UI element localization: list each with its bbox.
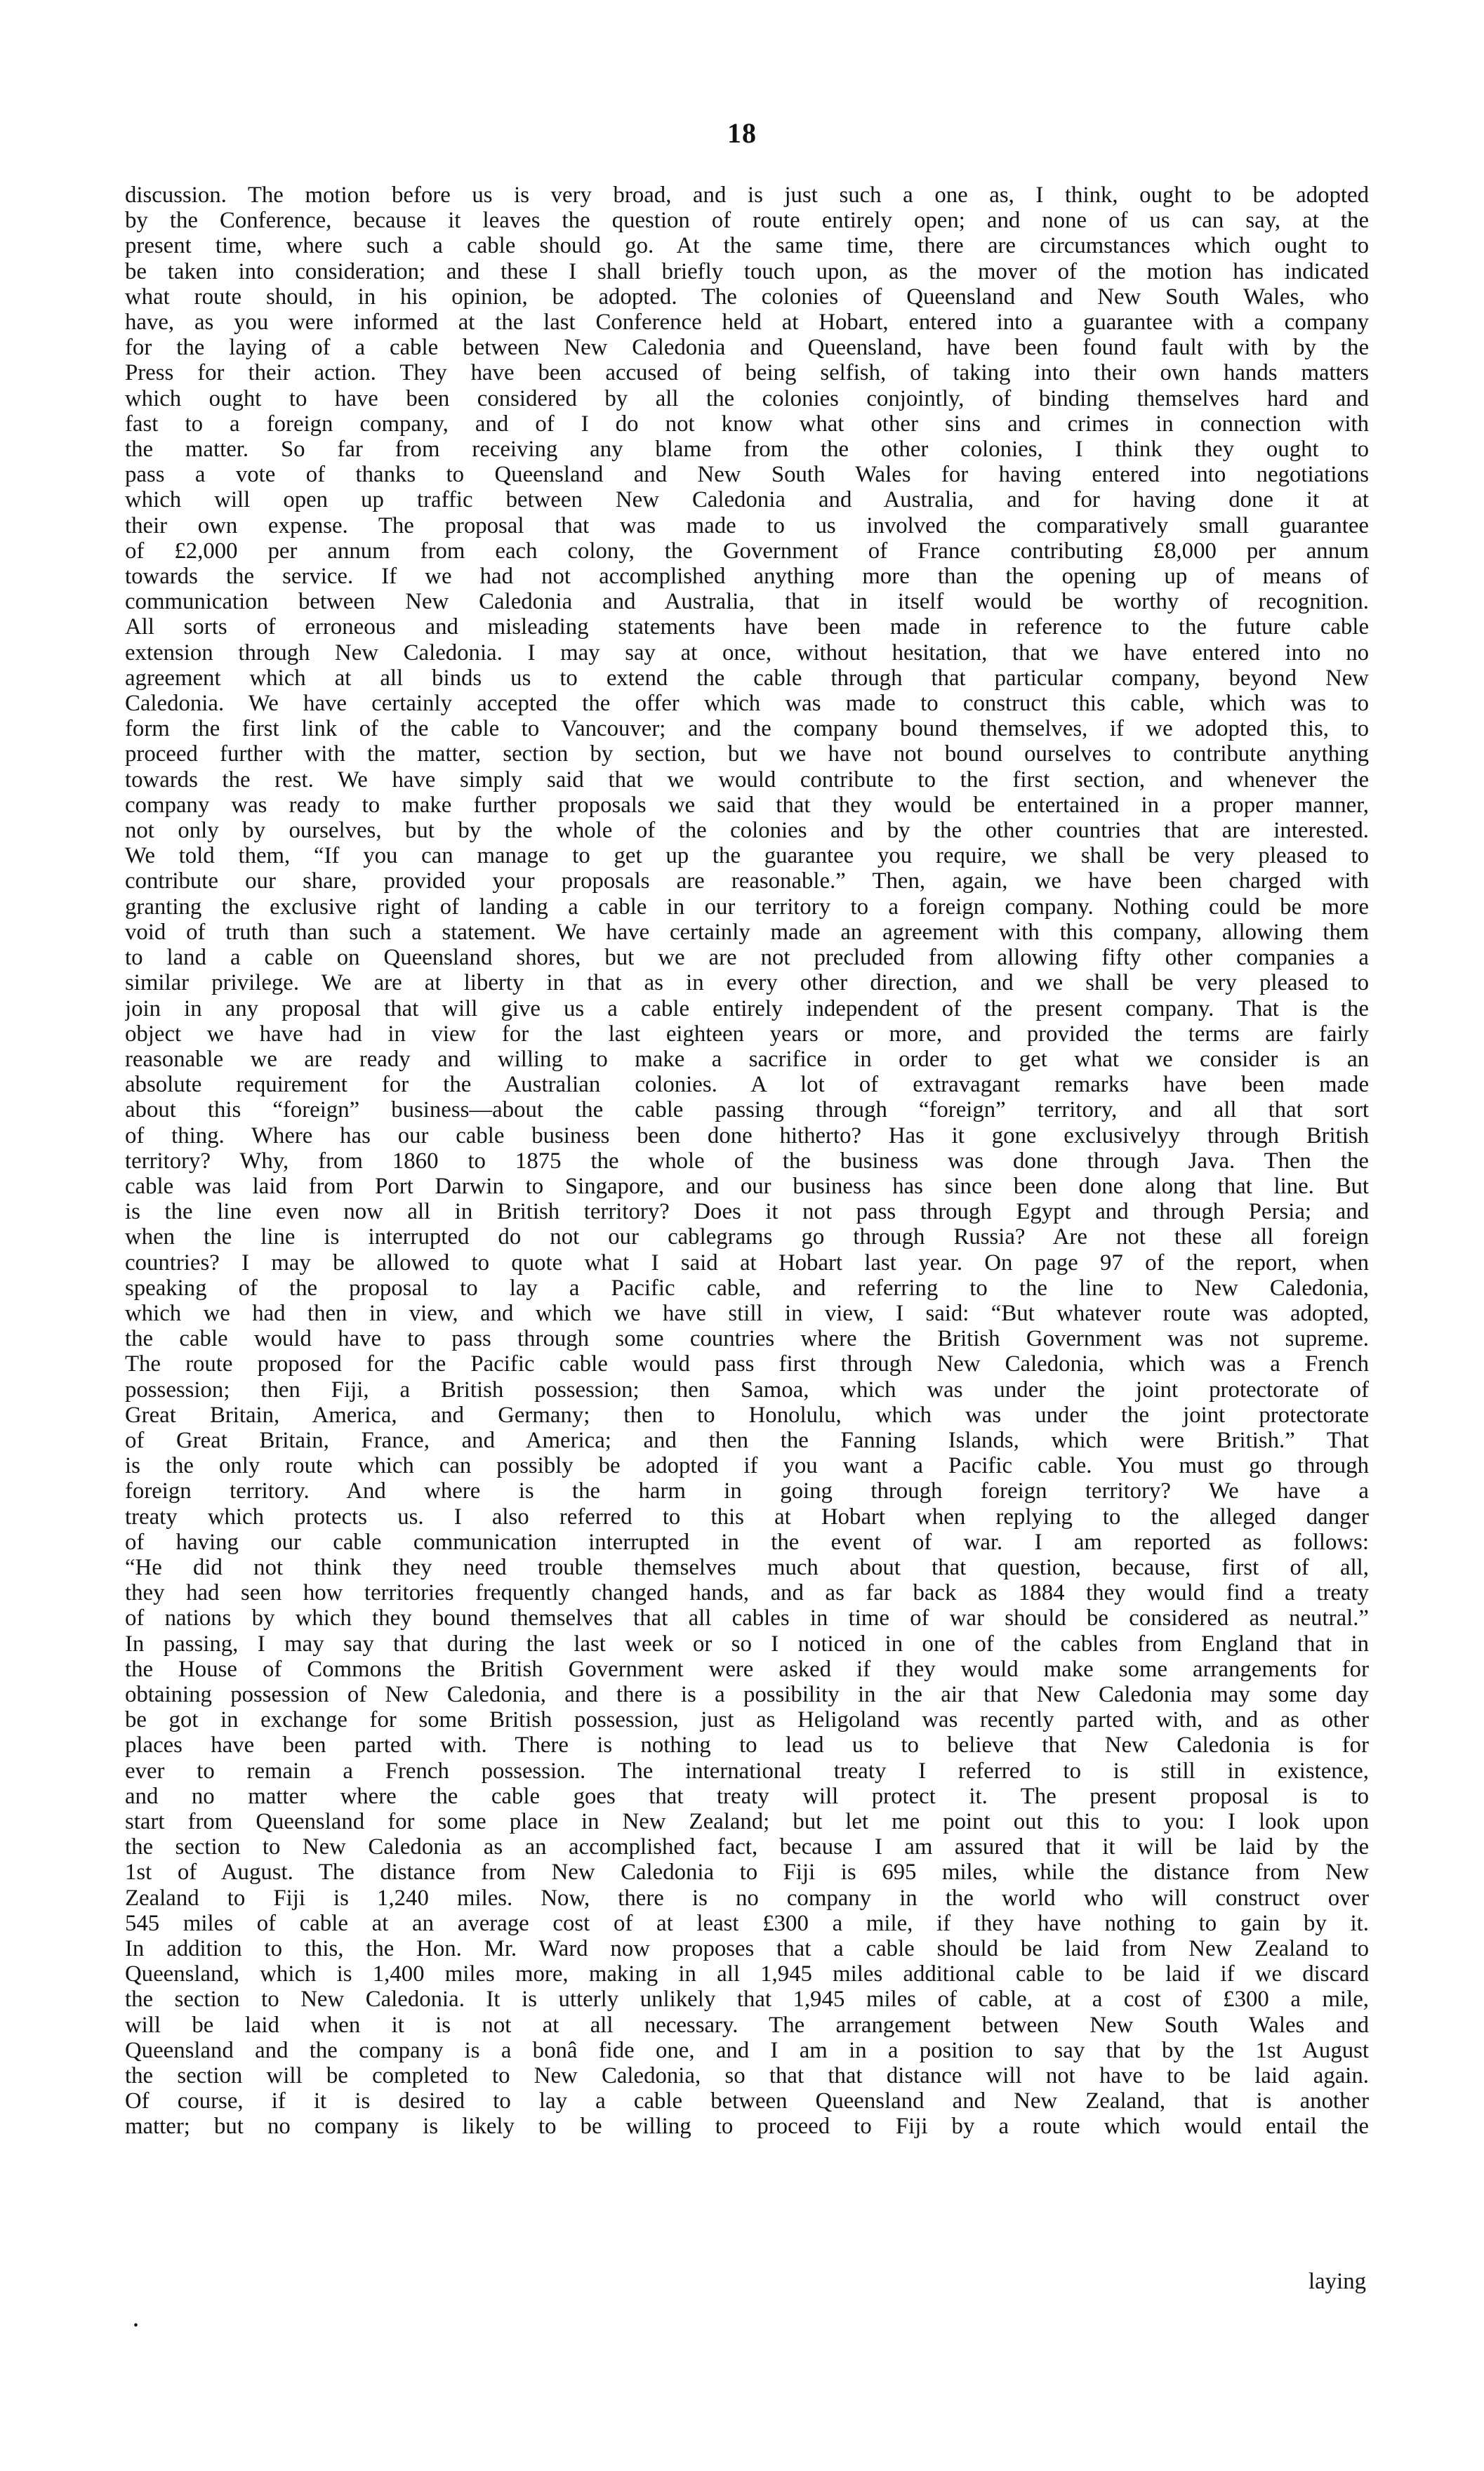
text-line: similar privilege. We are at liberty in that as in every other direction, and we shall be very pleased to (125, 970, 1369, 996)
text-line: which we had then in view, and which we have still in view, I said: “But whatever route was adopted, (125, 1300, 1369, 1326)
text-line: treaty which protects us. I also referred to this at Hobart when replying to the alleged danger (125, 1504, 1369, 1530)
text-line: matter; but no company is likely to be willing to proceed to Fiji by a route which would entail the (125, 2114, 1369, 2140)
text-line: what route should, in his opinion, be adopted. The colonies of Queensland and New South Wales, who (125, 284, 1369, 310)
text-line: 545 miles of cable at an average cost of at least £300 a mile, if they have nothing to gain by it. (125, 1910, 1369, 1936)
text-line: they had seen how territories frequently changed hands, and as far back as 1884 they would find a treaty (125, 1580, 1369, 1606)
text-line: Of course, if it is desired to lay a cable between Queensland and New Zealand, that is another (125, 2088, 1369, 2114)
text-line: be got in exchange for some British possession, just as Heligoland was recently parted with, and as other (125, 1707, 1369, 1733)
text-line: of having our cable communication interrupted in the event of war. I am reported as follows: (125, 1529, 1369, 1555)
text-line: of nations by which they bound themselves that all cables in time of war should be considered as neutral.” (125, 1605, 1369, 1631)
text-line: by the Conference, because it leaves the question of route entirely open; and none of us can say, at the (125, 208, 1369, 234)
text-line: not only by ourselves, but by the whole of the colonies and by the other countries that are interested. (125, 818, 1369, 844)
stray-mark: • (133, 2318, 139, 2333)
text-line: the cable would have to pass through some countries where the British Government was not supreme. (125, 1326, 1369, 1352)
text-line: “He did not think they need trouble themselves much about that question, because, first of all, (125, 1554, 1369, 1580)
text-line: places have been parted with. There is nothing to lead us to believe that New Caledonia is for (125, 1733, 1369, 1758)
text-line: their own expense. The proposal that was made to us involved the comparatively small guarantee (125, 512, 1369, 538)
text-line: join in any proposal that will give us a cable entirely independent of the present company. That is the (125, 995, 1369, 1021)
text-line: possession; then Fiji, a British possession; then Samoa, which was under the joint protectorate of (125, 1377, 1369, 1403)
text-line: Press for their action. They have been accused of being selfish, of taking into their own hands matters (125, 360, 1369, 386)
text-line: ever to remain a French possession. The international treaty I referred to is still in existence, (125, 1758, 1369, 1784)
text-line: the matter. So far from receiving any blame from the other colonies, I think they ought to (125, 437, 1369, 463)
body-text (125, 183, 1369, 2140)
text-line: In addition to this, the Hon. Mr. Ward now proposes that a cable should be laid from New Zealand to (125, 1936, 1369, 1962)
text-line: the section will be completed to New Caledonia, so that that distance will not have to be laid again. (125, 2063, 1369, 2089)
text-line: of Great Britain, France, and America; and then the Fanning Islands, which were British.” That (125, 1427, 1369, 1453)
text-line: be taken into consideration; and these I shall briefly touch upon, as the mover of the motion has indicated (125, 258, 1369, 284)
text-line: Queensland, which is 1,400 miles more, making in all 1,945 miles additional cable to be laid if we discard (125, 1961, 1369, 1987)
text-line: towards the rest. We have simply said that we would contribute to the first section, and whenever the (125, 767, 1369, 793)
text-line: fast to a foreign company, and of I do not know what other sins and crimes in connection with (125, 411, 1369, 437)
text-line: We told them, “If you can manage to get up the guarantee you require, we shall be very pleased to (125, 843, 1369, 869)
text-line: and no matter where the cable goes that treaty will protect it. The present proposal is to (125, 1783, 1369, 1809)
text-line: which ought to have been considered by all the colonies conjointly, of binding themselves hard and (125, 385, 1369, 411)
text-line: will be laid when it is not at all necessary. The arrangement between New South Wales and (125, 2012, 1369, 2038)
text-line: Great Britain, America, and Germany; then to Honolulu, which was under the joint protectorate (125, 1402, 1369, 1428)
text-line: agreement which at all binds us to extend the cable through that particular company, beyond New (125, 665, 1369, 691)
text-line: discussion. The motion before us is very broad, and is just such a one as, I think, ought to be adopted (125, 183, 1369, 208)
text-line: communication between New Caledonia and Australia, that in itself would be worthy of recognition. (125, 589, 1369, 615)
text-line: cable was laid from Port Darwin to Singapore, and our business has since been done along that line. But (125, 1173, 1369, 1199)
text-line: Caledonia. We have certainly accepted the offer which was made to construct this cable, which was to (125, 691, 1369, 717)
page-number: 18 (727, 117, 757, 149)
text-line: present time, where such a cable should go. At the same time, there are circumstances which ought to (125, 233, 1369, 259)
text-line: reasonable we are ready and willing to make a sacrifice in order to get what we consider is an (125, 1046, 1369, 1072)
text-line: object we have had in view for the last eighteen years or more, and provided the terms are fairly (125, 1021, 1369, 1047)
text-line: foreign territory. And where is the harm in going through foreign territory? We have a (125, 1478, 1369, 1504)
text-line: contribute our share, provided your proposals are reasonable.” Then, again, we have been charged with (125, 868, 1369, 894)
text-line: Zealand to Fiji is 1,240 miles. Now, there is no company in the world who will construct over (125, 1885, 1369, 1911)
text-line: to land a cable on Queensland shores, but we are not precluded from allowing fifty other companies a (125, 945, 1369, 971)
text-line: speaking of the proposal to lay a Pacific cable, and referring to the line to New Caledonia, (125, 1275, 1369, 1301)
text-line: Queensland and the company is a bonâ fide one, and I am in a position to say that by the 1st August (125, 2037, 1369, 2063)
text-line: of thing. Where has our cable business been done hitherto? Has it gone exclusivelyy through British (125, 1122, 1369, 1148)
text-line: have, as you were informed at the last Conference held at Hobart, entered into a guarantee with a company (125, 310, 1369, 336)
text-line: for the laying of a cable between New Caledonia and Queensland, have been found fault with by the (125, 335, 1369, 361)
text-line: granting the exclusive right of landing a cable in our territory to a foreign company. Nothing could be more (125, 894, 1369, 920)
text-line: 1st of August. The distance from New Caledonia to Fiji is 695 miles, while the distance from New (125, 1860, 1369, 1886)
text-line: void of truth than such a statement. We have certainly made an agreement with this company, allowing them (125, 919, 1369, 945)
text-line: when the line is interrupted do not our cablegrams go through Russia? Are not these all foreign (125, 1224, 1369, 1250)
text-line: is the only route which can possibly be adopted if you want a Pacific cable. You must go through (125, 1453, 1369, 1479)
text-line: of £2,000 per annum from each colony, the Government of France contributing £8,000 per annum (125, 538, 1369, 564)
text-line: In passing, I may say that during the last week or so I noticed in one of the cables from England that in (125, 1631, 1369, 1657)
text-line: the House of Commons the British Government were asked if they would make some arrangements for (125, 1656, 1369, 1682)
text-line: obtaining possession of New Caledonia, and there is a possibility in the air that New Caledonia may some day (125, 1681, 1369, 1707)
text-line: which will open up traffic between New Caledonia and Australia, and for having done it at (125, 487, 1369, 513)
text-line: form the first link of the cable to Vancouver; and the company bound themselves, if we adopted this, to (125, 716, 1369, 742)
text-line: extension through New Caledonia. I may say at once, without hesitation, that we have entered into no (125, 640, 1369, 665)
text-line: pass a vote of thanks to Queensland and New South Wales for having entered into negotiations (125, 462, 1369, 488)
text-line: towards the service. If we had not accomplished anything more than the opening up of means of (125, 564, 1369, 590)
text-line: company was ready to make further proposals we said that they would be entertained in a proper manner, (125, 792, 1369, 818)
text-line: absolute requirement for the Australian colonies. A lot of extravagant remarks have been made (125, 1072, 1369, 1098)
text-line: the section to New Caledonia. It is utterly unlikely that 1,945 miles of cable, at a cost of £300 a mile, (125, 1987, 1369, 2013)
text-line: is the line even now all in British territory? Does it not pass through Egypt and through Persia; and (125, 1199, 1369, 1225)
text-line: territory? Why, from 1860 to 1875 the whole of the business was done through Java. Then the (125, 1148, 1369, 1174)
text-line: start from Queensland for some place in New Zealand; but let me point out this to you: I look upon (125, 1809, 1369, 1834)
text-line: countries? I may be allowed to quote what I said at Hobart last year. On page 97 of the report, when (125, 1250, 1369, 1276)
text-line: the section to New Caledonia as an accomplished fact, because I am assured that it will be laid by the (125, 1834, 1369, 1860)
text-line: The route proposed for the Pacific cable would pass first through New Caledonia, which was a French (125, 1351, 1369, 1377)
catchword: laying (1309, 2269, 1366, 2294)
text-line: proceed further with the matter, section by section, but we have not bound ourselves to contribute anything (125, 741, 1369, 767)
text-line: All sorts of erroneous and misleading statements have been made in reference to the future cable (125, 614, 1369, 640)
text-line: about this “foreign” business—about the cable passing through “foreign” territory, and all that sort (125, 1097, 1369, 1123)
